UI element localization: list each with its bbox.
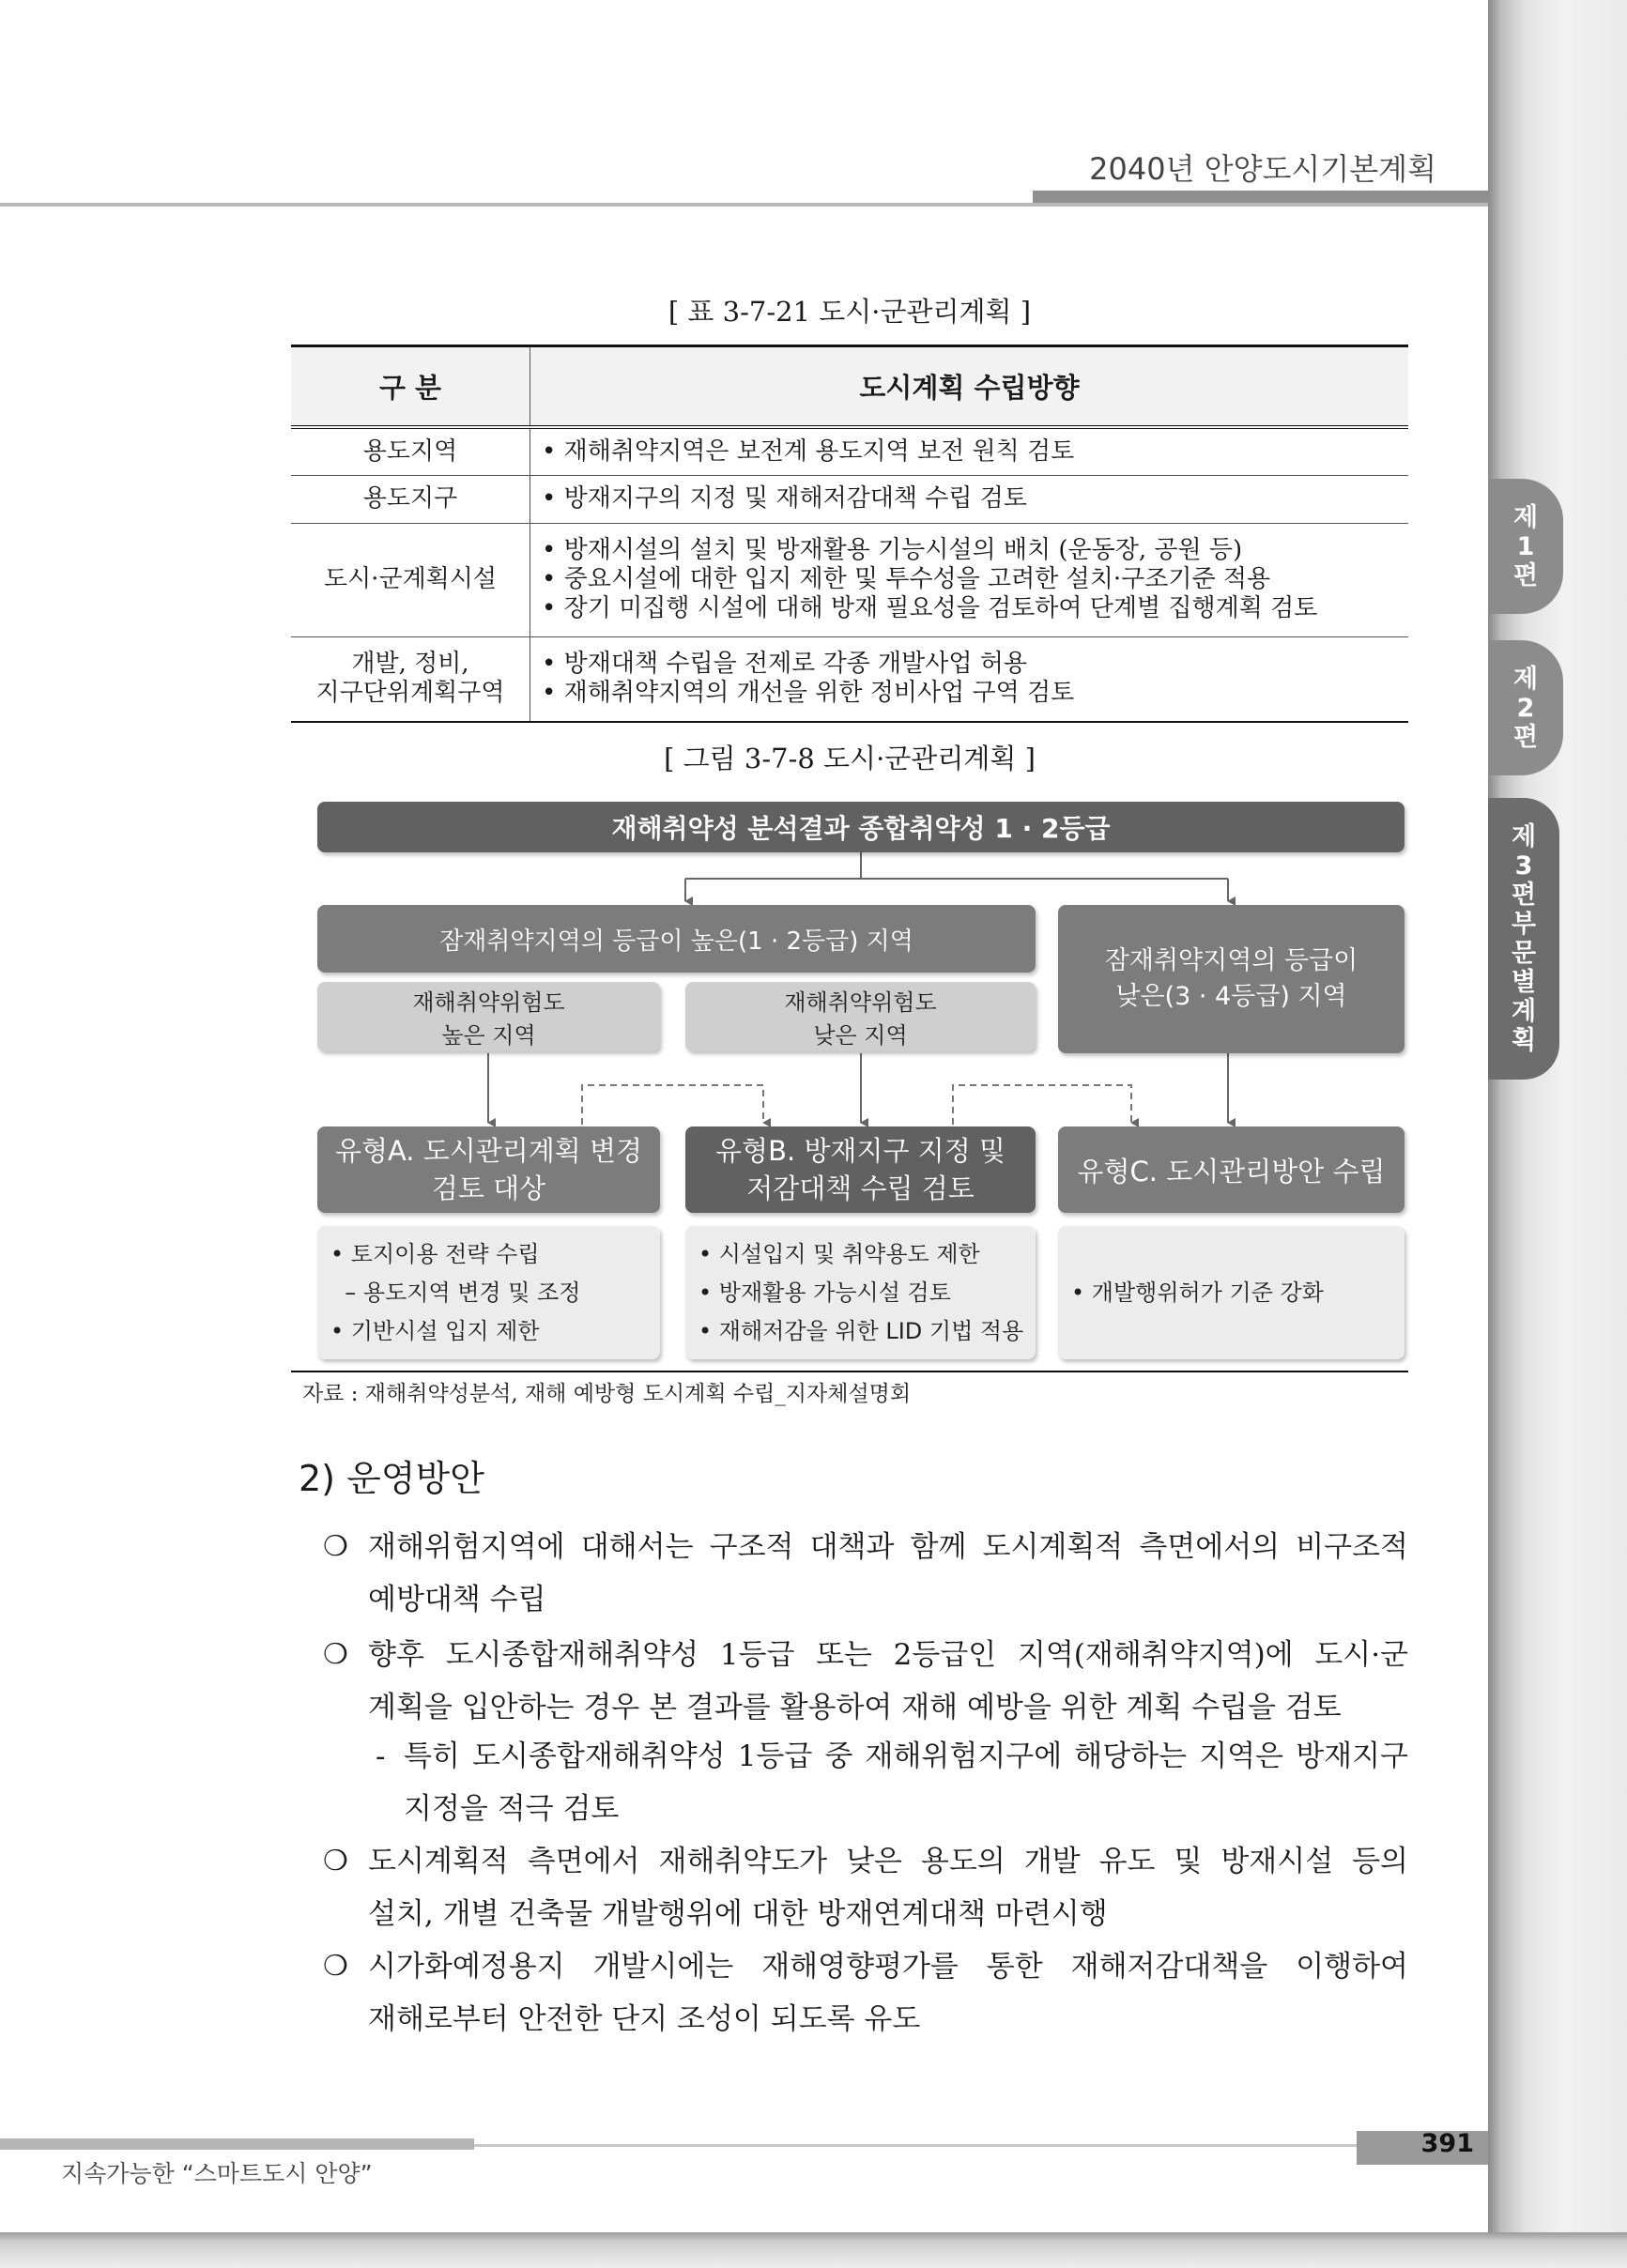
list-item: • 재해저감을 위한 LID 기법 적용 xyxy=(698,1317,1024,1344)
row-category-line: 지구단위계획구역 xyxy=(315,679,505,708)
side-tab-part-2[interactable] xyxy=(1488,640,1563,775)
flow-diagram xyxy=(291,789,1408,1372)
type-b-box xyxy=(685,1126,1036,1213)
column-header-category: 구 분 xyxy=(291,346,530,428)
type-a-box xyxy=(317,1126,660,1213)
paragraph-line: 예방대책 수립 xyxy=(368,1583,546,1617)
paragraph xyxy=(323,1521,1408,1626)
dash-marker: - xyxy=(376,1739,386,1773)
box-line: 유형A. 도시관리계획 변경 xyxy=(334,1135,643,1167)
row-category-line: 개발, 정비, xyxy=(351,650,469,679)
low-risk-box xyxy=(685,982,1036,1051)
box-line: 낮은 지역 xyxy=(813,1022,908,1049)
paragraph-line: 재해로부터 안전한 단지 조성이 되도록 유도 xyxy=(368,2002,921,2036)
side-tab-char: 획 xyxy=(1511,1026,1537,1055)
bullet-circle-icon: ❍ xyxy=(323,1638,348,1671)
type-c-box: 유형C. 도시관리방안 수립 xyxy=(1058,1126,1404,1213)
row-item: • 재해취약지역의 개선을 위한 정비사업 구역 검토 xyxy=(542,679,1397,708)
table-row xyxy=(291,523,1408,636)
footer-rule-thin xyxy=(474,2144,1357,2147)
bullet-circle-icon: ❍ xyxy=(323,1845,348,1877)
row-item: • 방재지구의 지정 및 재해저감대책 수립 검토 xyxy=(542,484,1397,513)
section-title: 2) 운영방안 xyxy=(299,1458,484,1499)
box-line: 유형B. 방재지구 지정 및 xyxy=(715,1135,1005,1167)
list-item: • 토지이용 전략 수립 xyxy=(330,1240,540,1267)
running-header-title: 2040년 안양도시기본계획 xyxy=(1089,151,1436,187)
side-tab-char: 편 xyxy=(1512,560,1539,590)
side-tab-char: 편 xyxy=(1511,881,1537,910)
row-category: 용도지구 xyxy=(291,475,530,523)
paragraph-line: 계획을 입안하는 경우 본 결과를 활용하여 재해 예방을 위한 계획 수립을 검토 xyxy=(368,1691,1342,1724)
side-tab-char: 부 xyxy=(1511,910,1537,939)
row-item: • 중요시설에 대한 입지 제한 및 투수성을 고려한 설치·구조기준 적용 xyxy=(542,565,1397,594)
row-item: • 장기 미집행 시설에 대해 방재 필요성을 검토하여 단계별 집행계획 검토 xyxy=(542,594,1397,623)
row-items xyxy=(530,636,1409,722)
row-items xyxy=(530,427,1409,475)
figure-caption: [ 그림 3-7-8 도시·군관리계획 ] xyxy=(664,743,1036,774)
box-line: 저감대책 수립 검토 xyxy=(746,1172,975,1204)
side-tab-part-1[interactable] xyxy=(1488,479,1563,614)
row-items xyxy=(530,475,1409,523)
side-tab-char: 계 xyxy=(1511,997,1537,1026)
footer-title: 지속가능한 “스마트도시 안양” xyxy=(61,2160,373,2187)
dashed-connector xyxy=(582,1085,763,1125)
row-category: 용도지역 xyxy=(291,427,530,475)
side-tab-char: 제 xyxy=(1511,822,1537,851)
paragraph-line: 재해위험지역에 대해서는 구조적 대책과 함께 도시계획적 측면에서의 비구조적 xyxy=(368,1530,1408,1564)
side-tab-char: 문 xyxy=(1511,939,1537,968)
paragraph-line: 설치, 개별 건축물 개발행위에 대한 방재연계대책 마련시행 xyxy=(368,1897,1108,1931)
bullet-circle-icon: ❍ xyxy=(323,1530,348,1563)
bullet-circle-icon: ❍ xyxy=(323,1950,348,1983)
header-rule-thin xyxy=(0,203,1488,207)
sub-item-line: 지정을 적극 검토 xyxy=(404,1792,620,1826)
side-tab-char: 제 xyxy=(1512,664,1539,694)
page-edge-shadow xyxy=(1488,0,1627,2268)
type-b-list xyxy=(685,1226,1036,1359)
side-tab-part-3[interactable] xyxy=(1488,798,1559,1080)
side-tab-char: 편 xyxy=(1512,722,1539,752)
figure-source: 자료 : 재해취약성분석, 재해 예방형 도시계획 수립_지자체설명회 xyxy=(302,1382,912,1406)
high-grade-region-box: 잠재취약지역의 등급이 높은(1 · 2등급) 지역 xyxy=(317,905,1036,973)
list-item: – 용도지역 변경 및 조정 xyxy=(330,1279,581,1306)
row-category xyxy=(291,636,530,722)
header-rule xyxy=(1033,191,1488,203)
top-grade-box: 재해취약성 분석결과 종합취약성 1 · 2등급 xyxy=(317,802,1404,852)
row-category: 도시·군계획시설 xyxy=(291,523,530,636)
high-risk-box xyxy=(317,982,660,1051)
side-tab-char: 2 xyxy=(1516,693,1535,723)
type-a-list xyxy=(317,1226,660,1359)
box-line: 검토 대상 xyxy=(431,1172,546,1204)
sub-item xyxy=(376,1730,1408,1835)
page-bottom-shadow xyxy=(0,2232,1627,2268)
table-header-row xyxy=(291,346,1408,428)
paragraph xyxy=(323,1629,1408,1734)
paragraph-line: 향후 도시종합재해취약성 1등급 또는 2등급인 지역(재해취약지역)에 도시·군 xyxy=(368,1638,1408,1672)
box-line: 높은 지역 xyxy=(441,1022,536,1049)
paragraph-line: 도시계획적 측면에서 재해취약도가 낮은 용도의 개발 유도 및 방재시설 등의 xyxy=(368,1845,1408,1878)
sub-item-line: 특히 도시종합재해취약성 1등급 중 재해위험지구에 해당하는 지역은 방재지구 xyxy=(404,1739,1408,1773)
side-tab-char: 별 xyxy=(1511,968,1537,997)
paragraph xyxy=(323,1940,1408,2046)
planning-table xyxy=(291,345,1408,723)
list-item: • 개발행위허가 기준 강화 xyxy=(1071,1279,1324,1306)
side-tab-char: 3 xyxy=(1514,851,1533,881)
table-row xyxy=(291,475,1408,523)
type-c-list xyxy=(1058,1226,1404,1359)
box-line: 재해취약위험도 xyxy=(412,989,565,1016)
row-items xyxy=(530,523,1409,636)
table-caption: [ 표 3-7-21 도시·군관리계획 ] xyxy=(668,296,1032,328)
box-line: 재해취약위험도 xyxy=(784,989,937,1016)
table-row xyxy=(291,636,1408,722)
list-item: • 기반시설 입지 제한 xyxy=(330,1317,540,1344)
paragraph-line: 시가화예정용지 개발시에는 재해영향평가를 통한 재해저감대책을 이행하여 xyxy=(368,1950,1408,1984)
row-item: • 재해취약지역은 보전계 용도지역 보전 원칙 검토 xyxy=(542,437,1397,467)
row-item: • 방재대책 수립을 전제로 각종 개발사업 허용 xyxy=(542,650,1397,679)
column-header-direction: 도시계획 수립방향 xyxy=(530,346,1409,428)
side-tab-char: 1 xyxy=(1516,531,1535,561)
figure-bottom-rule xyxy=(291,1371,1408,1372)
paragraph xyxy=(323,1835,1408,1940)
row-item: • 방재시설의 설치 및 방재활용 기능시설의 배치 (운동장, 공원 등) xyxy=(542,536,1397,565)
low-grade-region-box xyxy=(1058,905,1404,1053)
list-item: • 시설입지 및 취약용도 제한 xyxy=(698,1240,980,1267)
footer-rule xyxy=(0,2138,474,2150)
list-item: • 방재활용 가능시설 검토 xyxy=(698,1279,951,1306)
box-line: 잠재취약지역의 등급이 xyxy=(1104,946,1358,975)
box-line: 낮은(3 · 4등급) 지역 xyxy=(1115,982,1347,1011)
side-tab-char: 제 xyxy=(1512,502,1539,532)
page-number: 391 xyxy=(1420,2129,1474,2158)
table-row xyxy=(291,427,1408,475)
dashed-connector xyxy=(953,1085,1131,1125)
